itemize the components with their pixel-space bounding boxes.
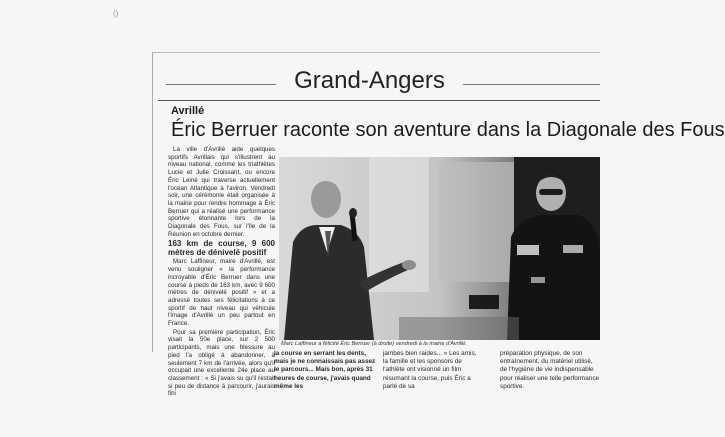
article-paragraph: Marc Laffineur, maire d'Avrillé, est venu souligner « la performance incroyable d'Éric Berruer dans une course à pieds de 163 km, avec 9 600 mètres de dénivelé positif » et a adressé toutes ses félicitations à ce sportif de haut niveau qui véhicule l'image d'Avrillé un peu partout en France. — [168, 258, 275, 328]
section-title: Grand-Angers — [294, 67, 445, 94]
section-rule-right — [463, 84, 600, 85]
article-paragraph: la course en serrant les dents, mais je ne connaissais pas assez le parcours... Mais bon, après 31 heures de course, j'avais quand même les — [274, 350, 376, 390]
photo-drawing — [279, 157, 600, 340]
page-frame-left — [152, 52, 153, 352]
article-paragraph: jambes bien raides... » Les amis, la famille et les sponsors de l'athlète ont visionné un film résumant la course, puis Éric a parlé de sa — [383, 350, 477, 390]
article-photo — [279, 157, 600, 340]
article-subhead: 163 km de course, 9 600 mètres de dénivelé positif — [168, 239, 275, 258]
article-intro: La ville d'Avrillé aide quelques sportifs Avrillais qui s'illustrent au niveau national, comme les triathlètes Lucie et Julie Croissant, ou encore Éric Leiné qui traverse actuellement l'océan Atlantique à l'aviron. Vendredi soir, une cérémonie était organisée à la mairie pour rendre hommage à Éric Berruer qui a réalisé une performance sportive étonnante lors de la Diagonale des Fous, sur l'île de la Réunion en octobre dernier. — [168, 146, 275, 238]
article-kicker: Avrillé — [171, 105, 205, 117]
article-column-4 — [500, 350, 600, 391]
article-paragraph: Pour sa première participation, Éric visait la 50e place, sur 2 500 participants, mais une blessure au pied l'a obligé à abandonner, à seulement 7 km de l'arrivée, alors qu'il occupait une excellente 24e place au classement : « Si j'avais su qu'il restait si peu de distance à parcourir, j'aurais fini — [168, 328, 275, 398]
article-column-2 — [274, 350, 377, 391]
article-top-rule — [158, 100, 600, 101]
article-paragraph: préparation physique, de son entraînement, du matériel utilisé, de l'hygiène de vie indispensable pour réaliser une telle performance sportive. — [500, 350, 600, 390]
article-column-3 — [383, 350, 481, 391]
article-body-column — [168, 146, 275, 399]
article-headline: Éric Berruer raconte son aventure dans la Diagonale des Fous — [171, 119, 725, 141]
section-rule-left — [166, 84, 276, 85]
section-header — [158, 63, 600, 99]
scan-corner-mark: () — [113, 9, 119, 18]
page-frame-top — [152, 52, 600, 53]
photo-caption: Marc Laffineur a félicité Éric Berruer (à droite) vendredi à la mairie d'Avrillé. — [281, 341, 467, 347]
